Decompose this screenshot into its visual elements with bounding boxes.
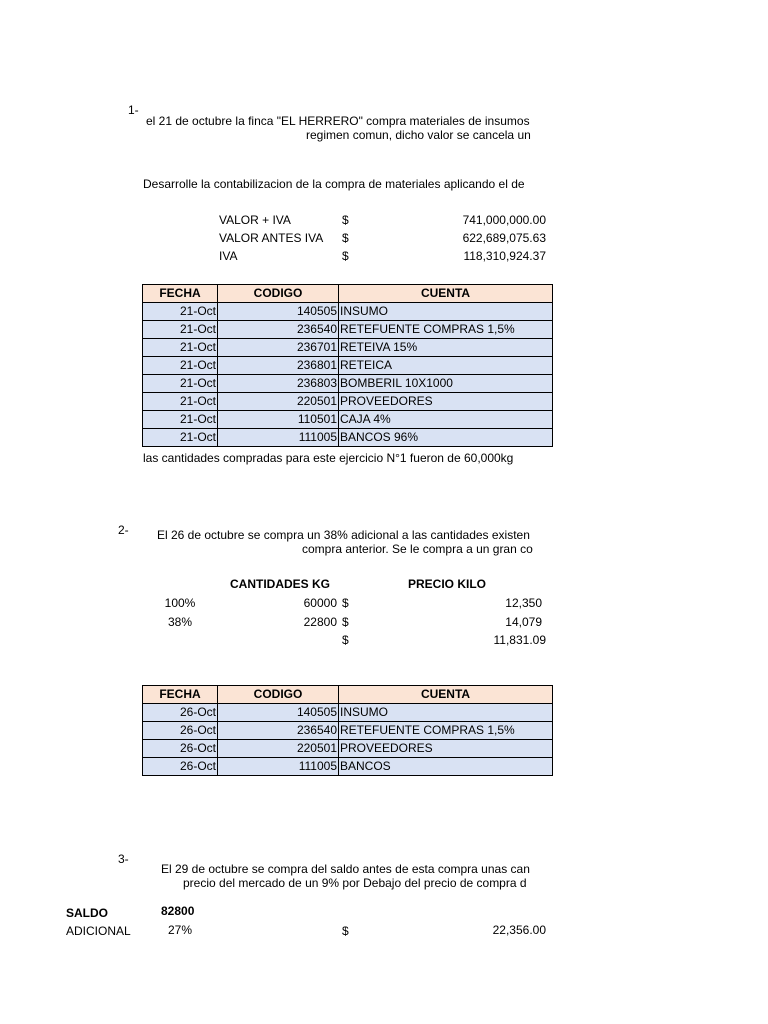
cell-cuenta: RETEFUENTE COMPRAS 1,5% [339, 321, 553, 339]
table-row [143, 722, 553, 740]
cell-codigo: 236540 [218, 321, 339, 339]
cell-fecha: 21-Oct [143, 393, 218, 411]
header-codigo: CODIGO [218, 285, 339, 303]
cell-fecha: 21-Oct [143, 429, 218, 447]
header-fecha: FECHA [143, 686, 218, 704]
table-row [143, 357, 553, 375]
adicional-currency: $ [342, 924, 349, 938]
cell-fecha: 21-Oct [143, 339, 218, 357]
cell-fecha: 21-Oct [143, 321, 218, 339]
summary-value: 118,310,924.37 [463, 249, 546, 263]
cell-cuenta: RETEIVA 15% [339, 339, 553, 357]
exercise-2-number: 2- [118, 523, 129, 537]
cell-codigo: 236701 [218, 339, 339, 357]
exercise-3-text-line-1: El 29 de octubre se compra del saldo antes de esta compra unas can [161, 862, 530, 876]
saldo-label: SALDO [66, 906, 108, 920]
table-row [143, 375, 553, 393]
price-cell: 14,079 [505, 615, 542, 629]
table-row [143, 339, 553, 357]
cell-codigo: 110501 [218, 411, 339, 429]
cell-cuenta: RETEICA [339, 357, 553, 375]
exercise-3-number: 3- [118, 852, 129, 866]
exercise-2-text-line-1: El 26 de octubre se compra un 38% adicional a las cantidades existen [157, 528, 530, 542]
exercise-1-number: 1- [128, 103, 139, 117]
column-header-precio: PRECIO KILO [408, 577, 487, 591]
table-header-row [143, 285, 553, 303]
cell-fecha: 21-Oct [143, 375, 218, 393]
exercise-2-text-line-2: compra anterior. Se le compra a un gran co [302, 542, 533, 556]
cell-codigo: 111005 [218, 429, 339, 447]
exercise-1-text-line-1: el 21 de octubre la finca "EL HERRERO" compra materiales de insumos [146, 114, 530, 128]
saldo-value: 82800 [161, 904, 195, 918]
table-row [143, 321, 553, 339]
cell-codigo: 220501 [218, 740, 339, 758]
summary-label: VALOR + IVA [219, 213, 291, 227]
exercise-1-ledger-table [142, 284, 553, 447]
cell-codigo: 140505 [218, 704, 339, 722]
price-cell: 12,350 [505, 596, 542, 610]
exercise-1-text-line-2: regimen comun, dicho valor se cancela un [306, 128, 531, 142]
cell-codigo: 220501 [218, 393, 339, 411]
summary-label: IVA [219, 249, 238, 263]
header-cuenta: CUENTA [339, 686, 553, 704]
cell-codigo: 236803 [218, 375, 339, 393]
summary-currency: $ [342, 213, 349, 227]
table-row [143, 758, 553, 776]
column-header-cantidades: CANTIDADES KG [230, 577, 331, 591]
summary-currency: $ [342, 231, 349, 245]
cell-codigo: 111005 [218, 758, 339, 776]
cell-codigo: 236801 [218, 357, 339, 375]
cell-fecha: 26-Oct [143, 758, 218, 776]
table-row [143, 393, 553, 411]
percent-cell: 100% [164, 596, 196, 610]
cell-fecha: 26-Oct [143, 722, 218, 740]
exercise-1-instruction: Desarrolle la contabilizacion de la compra de materiales aplicando el de [143, 177, 525, 191]
cell-cuenta: BANCOS [339, 758, 553, 776]
cell-cuenta: PROVEEDORES [339, 393, 553, 411]
cell-fecha: 21-Oct [143, 303, 218, 321]
cell-fecha: 21-Oct [143, 357, 218, 375]
cell-cuenta: BANCOS 96% [339, 429, 553, 447]
cell-cuenta: INSUMO [339, 704, 553, 722]
exercise-1-note: las cantidades compradas para este ejercicio N°1 fueron de 60,000kg [143, 451, 514, 465]
header-fecha: FECHA [143, 285, 218, 303]
summary-value: 622,689,075.63 [462, 231, 546, 245]
summary-currency: $ [342, 249, 349, 263]
summary-value: 741,000,000.00 [462, 213, 546, 227]
table-row [143, 740, 553, 758]
cell-cuenta: RETEFUENTE COMPRAS 1,5% [339, 722, 553, 740]
average-price: 11,831.09 [493, 633, 546, 647]
adicional-percent: 27% [168, 923, 193, 937]
quantity-cell: 22800 [303, 615, 337, 629]
table-header-row [143, 686, 553, 704]
quantity-cell: 60000 [303, 596, 337, 610]
exercise-2-ledger-table [142, 685, 553, 776]
average-currency: $ [342, 633, 349, 647]
adicional-label: ADICIONAL [66, 924, 131, 938]
adicional-value: 22,356.00 [492, 923, 546, 937]
cell-cuenta: BOMBERIL 10X1000 [339, 375, 553, 393]
summary-label: VALOR ANTES IVA [219, 231, 324, 245]
cell-codigo: 140505 [218, 303, 339, 321]
cell-fecha: 21-Oct [143, 411, 218, 429]
table-row [143, 704, 553, 722]
cell-cuenta: CAJA 4% [339, 411, 553, 429]
table-row [143, 303, 553, 321]
cell-cuenta: PROVEEDORES [339, 740, 553, 758]
cell-cuenta: INSUMO [339, 303, 553, 321]
exercise-3-text-line-2: precio del mercado de un 9% por Debajo del precio de compra d [183, 876, 527, 890]
table-row [143, 411, 553, 429]
cell-codigo: 236540 [218, 722, 339, 740]
header-cuenta: CUENTA [339, 285, 553, 303]
currency-cell: $ [342, 596, 349, 610]
cell-fecha: 26-Oct [143, 740, 218, 758]
currency-cell: $ [342, 615, 349, 629]
header-codigo: CODIGO [218, 686, 339, 704]
cell-fecha: 26-Oct [143, 704, 218, 722]
table-row [143, 429, 553, 447]
percent-cell: 38% [167, 615, 193, 629]
